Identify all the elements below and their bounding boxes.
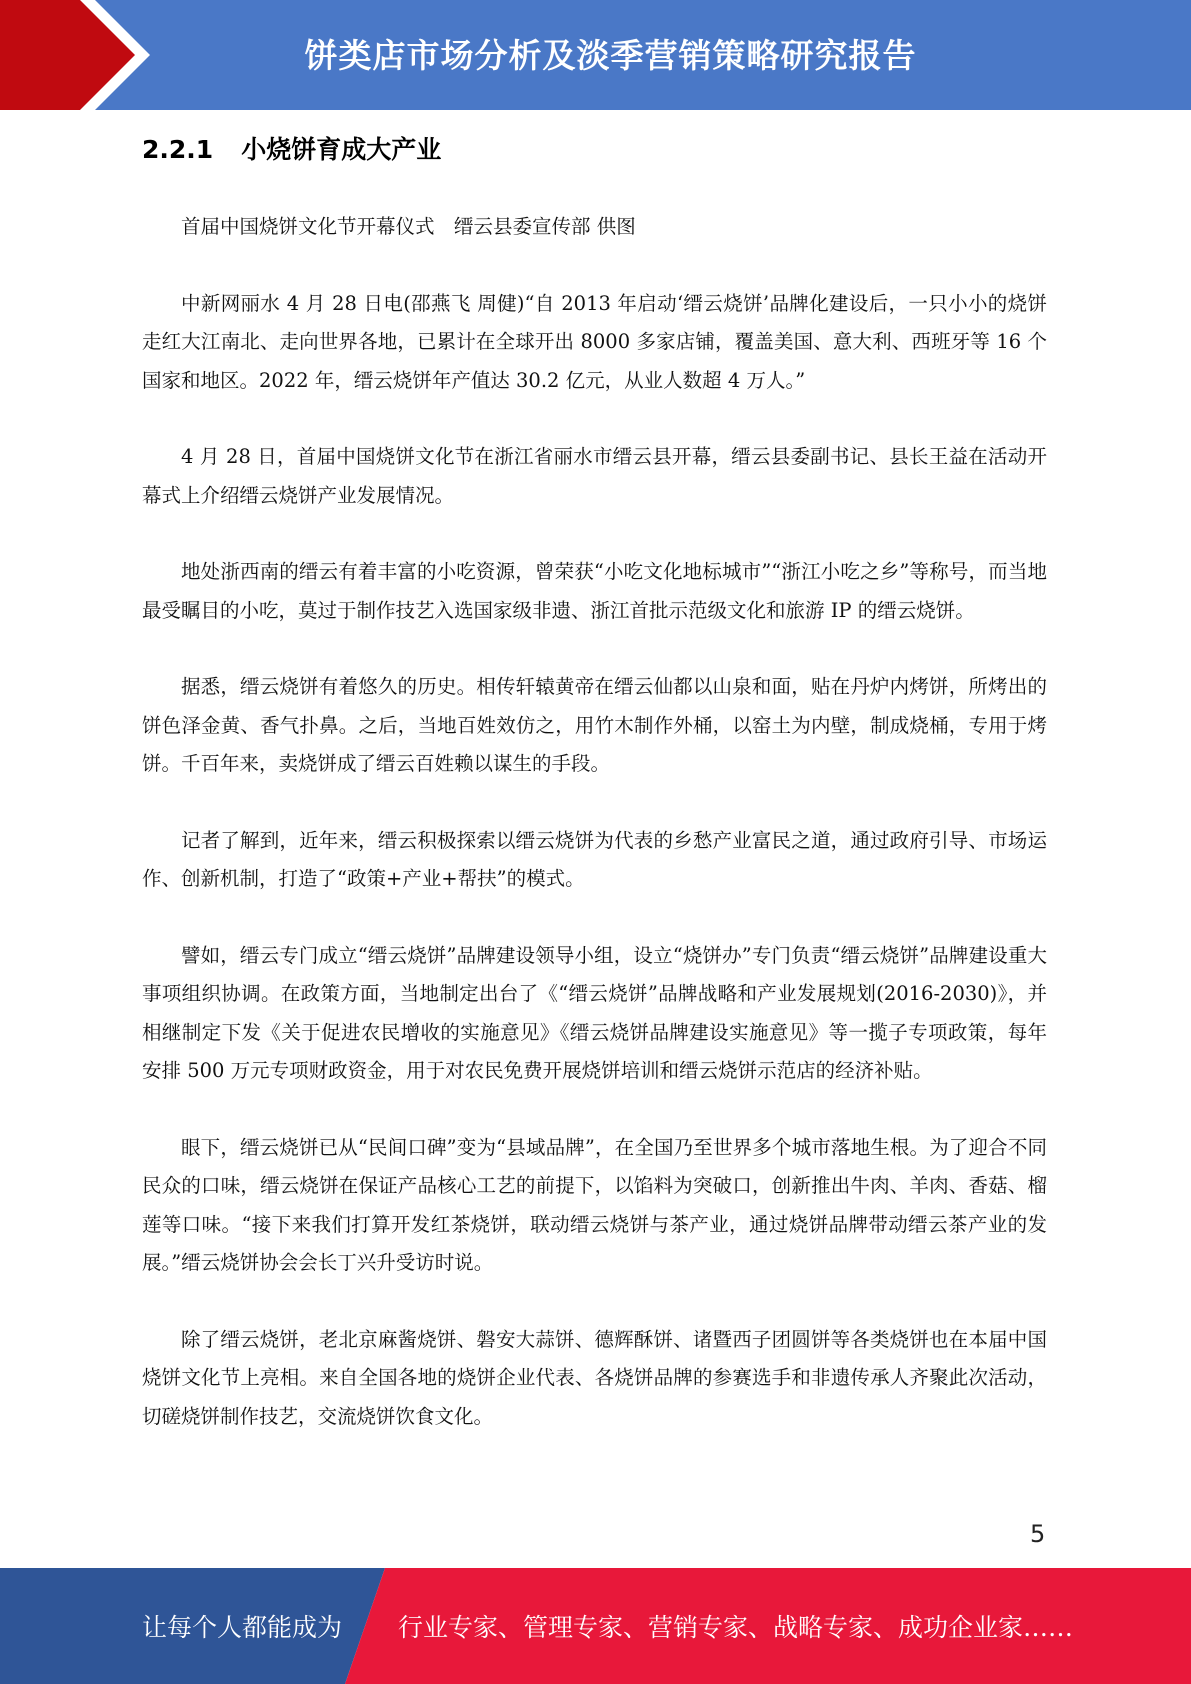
footer-slogan-left: 让每个人都能成为 [142, 1613, 343, 1642]
section-number: 2.2.1 [142, 135, 214, 164]
page-footer [0, 1568, 1191, 1684]
paragraph: 譬如，缙云专门成立“缙云烧饼”品牌建设领导小组，设立“烧饼办”专门负责“缙云烧饼”品牌建设重大事项组织协调。在政策方面，当地制定出台了《“缙云烧饼”品牌战略和产业发展规划(2016-2030)》，并相继制定下发《关于促进农民增收的实施意见》《缙云烧饼品牌建设实施意见》等一揽子专项政策，每年安排 500 万元专项财政资金，用于对农民免费开展烧饼培训和缙云烧饼示范店的经济补贴。 [142, 943, 1047, 1082]
report-title: 饼类店市场分析及淡季营销策略研究报告 [304, 35, 917, 75]
article-body [142, 208, 1047, 1474]
section-title: 小烧饼育成大产业 [241, 135, 442, 164]
section-heading [142, 130, 441, 166]
paragraph: 眼下，缙云烧饼已从“民间口碑”变为“县域品牌”，在全国乃至世界多个城市落地生根。为了迎合不同民众的口味，缙云烧饼在保证产品核心工艺的前提下，以馅料为突破口，创新推出牛肉、羊肉、香菇、榴莲等口味。“接下来我们打算开发红茶烧饼，联动缙云烧饼与茶产业，通过烧饼品牌带动缙云茶产业的发展。”缙云烧饼协会会长丁兴升受访时说。 [142, 1135, 1047, 1274]
paragraph: 地处浙西南的缙云有着丰富的小吃资源，曾荣获“小吃文化地标城市”“浙江小吃之乡”等称号，而当地最受瞩目的小吃，莫过于制作技艺入选国家级非遗、浙江首批示范级文化和旅游 IP 的缙云烧饼。 [142, 560, 1047, 622]
paragraph: 据悉，缙云烧饼有着悠久的历史。相传轩辕黄帝在缙云仙都以山泉和面，贴在丹炉内烤饼，所烤出的饼色泽金黄、香气扑鼻。之后，当地百姓效仿之，用竹木制作外桶，以窑土为内壁，制成烧桶，专用于烤饼。千百年来，卖烧饼成了缙云百姓赖以谋生的手段。 [142, 675, 1047, 775]
footer-slogan-right: 行业专家、管理专家、营销专家、战略专家、成功企业家…… [398, 1613, 1074, 1642]
image-caption: 首届中国烧饼文化节开幕仪式 缙云县委宣传部 供图 [181, 215, 636, 238]
paragraph: 4 月 28 日，首届中国烧饼文化节在浙江省丽水市缙云县开幕，缙云县委副书记、县长王益在活动开幕式上介绍缙云烧饼产业发展情况。 [142, 445, 1047, 507]
page-header [0, 0, 1191, 110]
paragraph: 中新网丽水 4 月 28 日电(邵燕飞 周健)“自 2013 年启动‘缙云烧饼’品牌化建设后，一只小小的烧饼走红大江南北、走向世界各地，已累计在全球开出 8000 多家店铺，覆盖美国、意大利、西班牙等 16 个国家和地区。2022 年，缙云烧饼年产值达 30.2 亿元，从业人数超 4 万人。” [142, 291, 1047, 392]
paragraph: 除了缙云烧饼，老北京麻酱烧饼、磐安大蒜饼、德辉酥饼、诸暨西子团圆饼等各类烧饼也在本届中国烧饼文化节上亮相。来自全国各地的烧饼企业代表、各烧饼品牌的参赛选手和非遗传承人齐聚此次活动，切磋烧饼制作技艺，交流烧饼饮食文化。 [142, 1327, 1047, 1428]
page-number: 5 [1030, 1520, 1046, 1548]
paragraph: 记者了解到，近年来，缙云积极探索以缙云烧饼为代表的乡愁产业富民之道，通过政府引导、市场运作、创新机制，打造了“政策+产业+帮扶”的模式。 [142, 828, 1047, 890]
